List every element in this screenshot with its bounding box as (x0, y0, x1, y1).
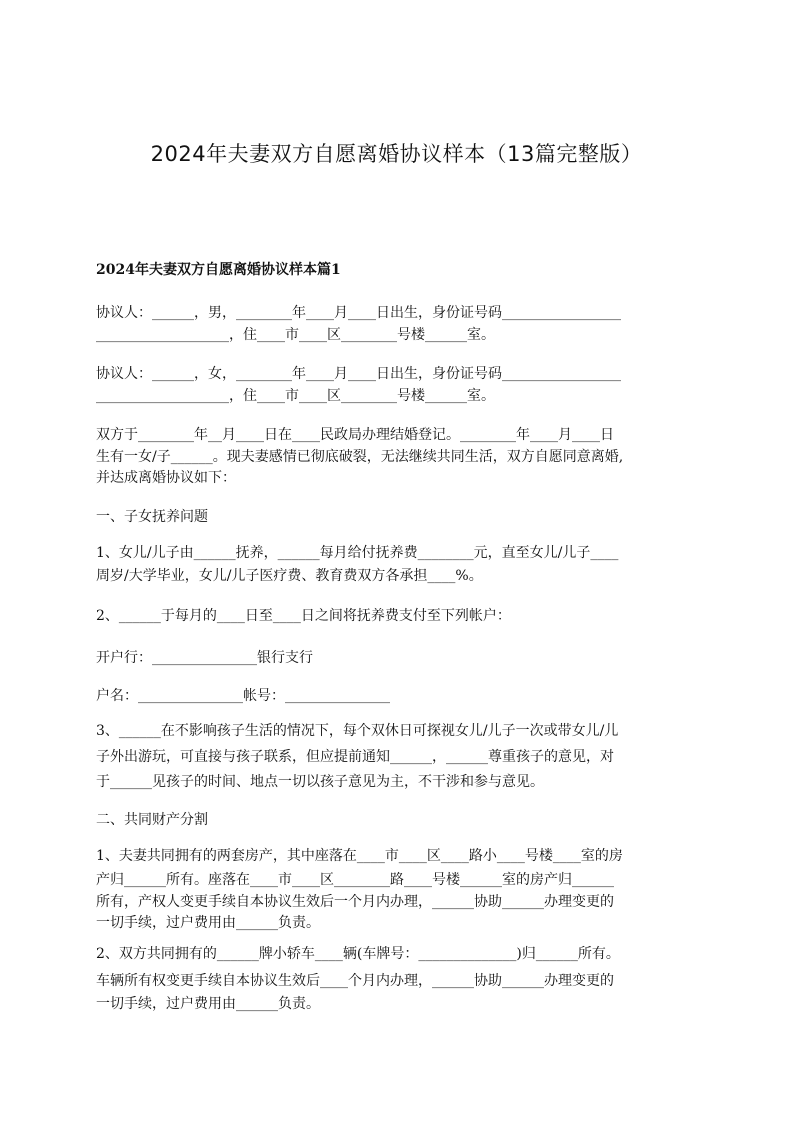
text-line: 协议人：______，男，________年____月____日出生，身份证号码_________________ (96, 305, 621, 321)
subsection-heading: 一、子女抚养问题 (96, 509, 208, 525)
section-heading: 2024年夫妻双方自愿离婚协议样本篇1 (96, 262, 341, 278)
text-line: 所有，产权人变更手续自本协议生效后一个月内办理，______协助______办理变更的 (96, 894, 614, 910)
text-line: 2、双方共同拥有的______牌小轿车____辆(车牌号：______________)归______所有。 (96, 946, 620, 962)
text-line: 2、______于每月的____日至____日之间将抚养费支付至下列帐户： (96, 608, 511, 624)
text-line: 1、女儿/儿子由______抚养，______每月给付抚养费________元，直至女儿/儿子____ (96, 545, 619, 561)
text-line: 协议人：______，女，________年____月____日出生，身份证号码_________________ (96, 366, 621, 382)
subsection-heading: 二、共同财产分割 (96, 812, 208, 828)
text-line: 生有一女/子______。现夫妻感情已彻底破裂，无法继续共同生活，双方自愿同意离婚, (96, 449, 624, 465)
text-line: 一切手续，过户费用由______负责。 (96, 996, 320, 1012)
text-line: 车辆所有权变更手续自本协议生效后____个月内办理，______协助______办理变更的 (96, 973, 614, 989)
text-line: 周岁/大学毕业，女儿/儿子医疗费、教育费双方各承担____%。 (96, 568, 483, 584)
text-line: 3、______在不影响孩子生活的情况下，每个双休日可探视女儿/儿子一次或带女儿/儿 (96, 723, 619, 739)
text-line: 子外出游玩，可直接与孩子联系，但应提前通知______，______尊重孩子的意见，对 (96, 749, 614, 765)
text-line: 产归______所有。座落在____市____区________路____号楼______室的房产归______ (96, 872, 614, 888)
document-title: 2024年夫妻双方自愿离婚协议样本（13篇完整版） (150, 142, 643, 166)
text-line: 双方于________年__月____日在____民政局办理结婚登记。________年____月____日 (96, 427, 614, 443)
text-line: 并达成离婚协议如下： (96, 470, 236, 486)
text-line: ___________________，住____市____区________号楼______室。 (96, 327, 495, 343)
text-line: 开户行：_______________银行支行 (96, 650, 313, 666)
text-line: 户名：_______________帐号：_______________ (96, 688, 390, 704)
text-line: 于______见孩子的时间、地点一切以孩子意见为主，不干涉和参与意见。 (96, 774, 544, 790)
text-line: ___________________，住____市____区________号楼______室。 (96, 388, 495, 404)
text-line: 1、夫妻共同拥有的两套房产，其中座落在____市____区____路小____号楼____室的房 (96, 848, 623, 864)
text-line: 一切手续，过户费用由______负责。 (96, 915, 320, 931)
